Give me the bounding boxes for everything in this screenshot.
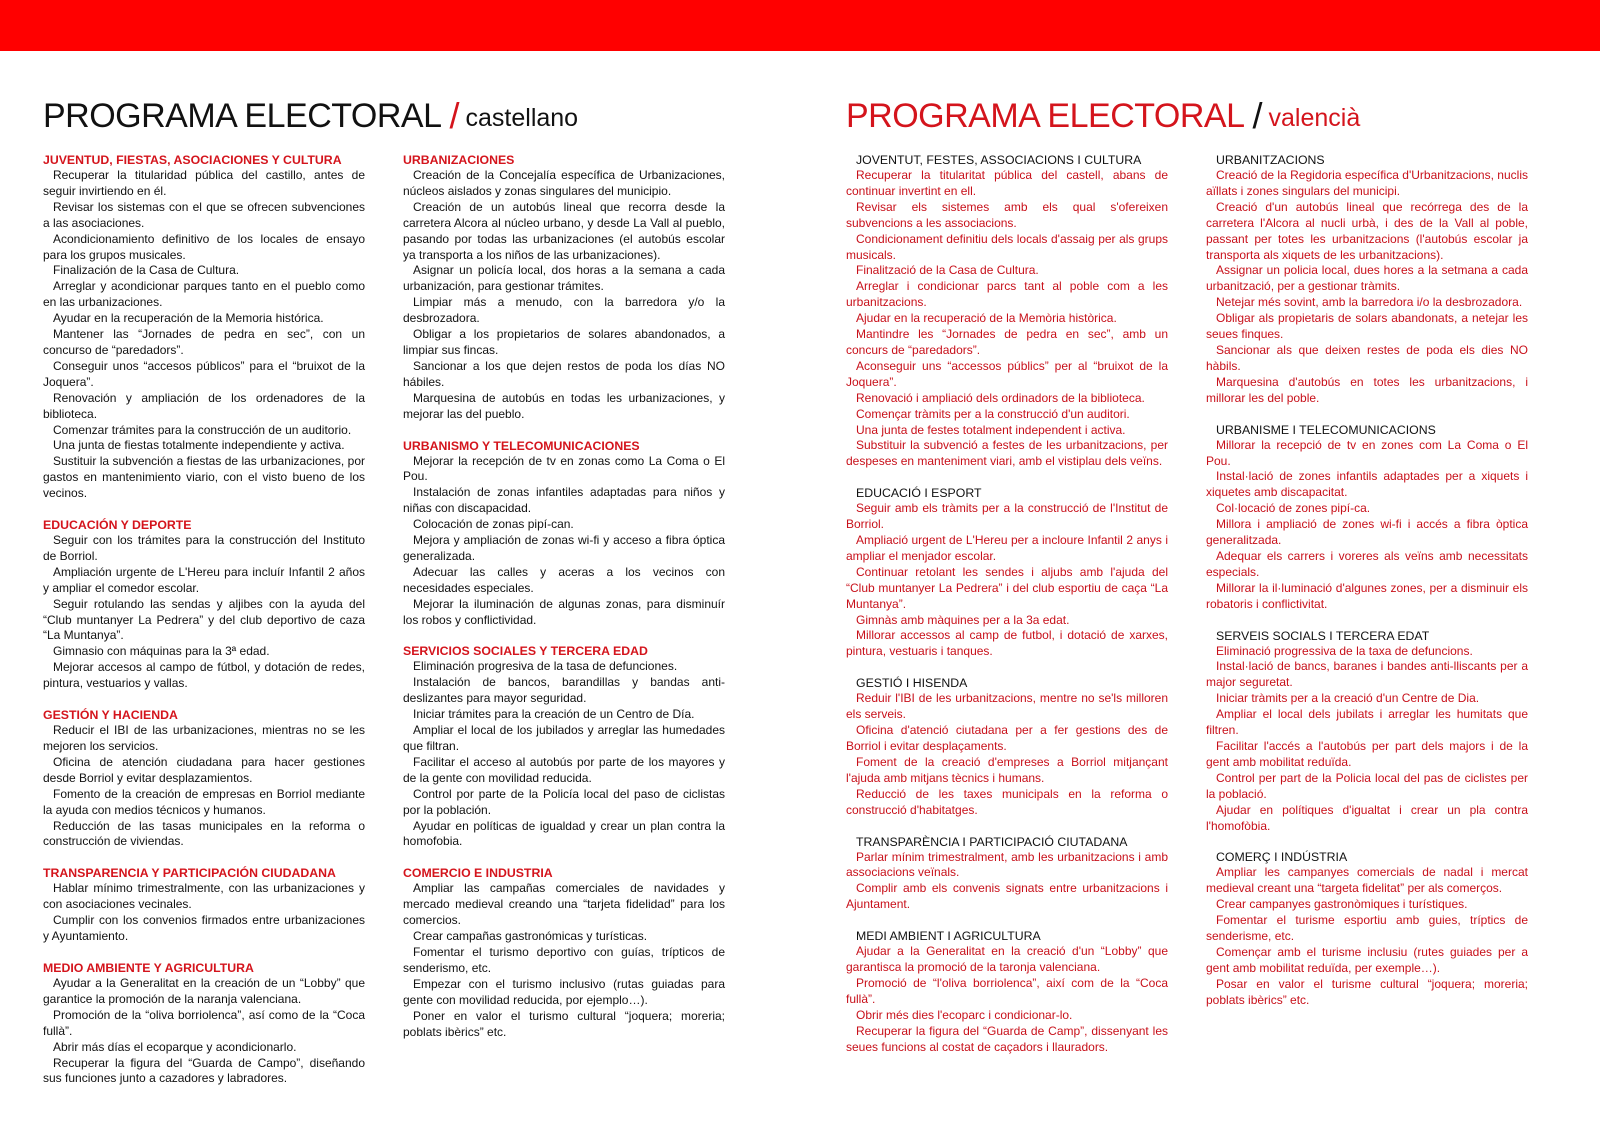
- program-item: Una junta de festes totalment independent i activa.: [856, 422, 1126, 437]
- program-item: Oficina d'atenció ciutadana per a fer gestions des de Borriol i evitar desplaçaments.: [846, 723, 1168, 753]
- program-item: Seguir con los trámites para la construcción del Instituto de Borriol.: [43, 533, 365, 563]
- program-item: Comenzar trámites para la construcción de un auditorio.: [53, 422, 352, 437]
- section-title: GESTIÓ I HISENDA: [856, 676, 968, 691]
- program-item: Ajudar en polítiques d'igualtat i crear un pla contra l'homofòbia.: [1206, 802, 1528, 833]
- program-item: Millorar la recepció de tv en zones com La Coma o El Pou.: [1206, 437, 1528, 468]
- program-item: Obligar a los propietarios de solares abandonados, a limpiar sus fincas.: [403, 327, 725, 357]
- section-title: SERVICIOS SOCIALES Y TERCERA EDAD: [403, 644, 648, 659]
- section-title: TRANSPARENCIA Y PARTICIPACIÓN CIUDADANA: [43, 866, 336, 881]
- program-section: [846, 152, 1168, 470]
- program-section: [846, 675, 1168, 818]
- program-item: Complir amb els convenis signats entre urbanitzacions i Ajuntament.: [846, 881, 1168, 912]
- program-item: Aconseguir uns “accessos públics” per al “bruixot de la Joquera”.: [846, 358, 1168, 389]
- section-title: JUVENTUD, FIESTAS, ASOCIACIONES Y CULTURA: [43, 153, 342, 167]
- program-item: Gimnasio con máquinas para la 3ª edad.: [53, 644, 270, 659]
- program-section: [43, 960, 365, 1087]
- program-item: Mantindre les “Jornades de pedra en sec”, amb un concurs de “paredadors”.: [846, 327, 1168, 357]
- program-item: Fomento de la creación de empresas en Borriol mediante la ayuda con medios técnicos y humanos.: [43, 786, 365, 817]
- section-title: COMERÇ I INDÚSTRIA: [1216, 850, 1348, 865]
- program-item: Facilitar el acceso al autobús por parte de los mayores y de la gente con movilidad reducida.: [403, 754, 725, 785]
- program-item: Fomentar el turisme esportiu amb guies, tríptics de senderisme, etc.: [1206, 913, 1528, 944]
- section-title: JOVENTUT, FESTES, ASSOCIACIONS I CULTURA: [856, 153, 1142, 167]
- section-title: URBANIZACIONES: [403, 153, 515, 167]
- title-slash: /: [1252, 95, 1263, 136]
- program-item: Parlar mínim trimestralment, amb les urbanitzacions i amb associacions veïnals.: [846, 849, 1168, 880]
- program-item: Reduir l'IBI de les urbanitzacions, mentre no se'ls milloren els serveis.: [846, 691, 1168, 722]
- program-section: [1206, 152, 1528, 407]
- column-2: [403, 152, 725, 1102]
- title-slash: /: [449, 95, 460, 136]
- title-main: PROGRAMA ELECTORAL: [43, 97, 442, 135]
- program-item: Reducció de les taxes municipals en la reforma o construcció d'habitatges.: [846, 786, 1168, 817]
- section-title: MEDIO AMBIENTE Y AGRICULTURA: [43, 960, 254, 975]
- program-item: Instalación de bancos, barandillas y bandas anti-deslizantes para mayor seguridad.: [403, 675, 725, 706]
- program-item: Revisar els sistemes amb els qual s'ofereixen subvencions a les associacions.: [846, 199, 1168, 230]
- program-item: Sancionar als que deixen restes de poda els dies NO hàbils.: [1206, 342, 1528, 373]
- program-item: Oficina de atención ciudadana para hacer gestiones desde Borriol y evitar desplazamientos.: [43, 754, 365, 785]
- program-item: Instal·lació de zones infantils adaptades per a xiquets i xiquetes amb discapacitat.: [1206, 469, 1528, 500]
- program-section: [43, 707, 365, 850]
- program-item: Facilitar l'accés a l'autobús per part dels majors i de la gent amb mobilitat reduïda.: [1206, 739, 1528, 769]
- column-1: [846, 152, 1168, 1071]
- section-title: EDUCACIÓN Y DEPORTE: [43, 518, 192, 533]
- program-item: Assignar un policia local, dues hores a la setmana a cada urbanització, per a gestionar tràmits.: [1206, 263, 1528, 294]
- program-item: Crear campanyes gastronòmiques i turístiques.: [1216, 897, 1468, 912]
- program-item: Creación de un autobús lineal que recorra desde la carretera Alcora al núcleo urbano, y desde La Vall al pueblo, pasando por todas las urbanizaciones (el autobús escolar ya transporta a los niños de las urbanizaciones).: [403, 199, 725, 262]
- program-item: Reducir el IBI de las urbanizaciones, mientras no se les mejoren los servicios.: [43, 723, 365, 753]
- program-section: [403, 865, 725, 1040]
- program-item: Promoción de la “oliva borriolenca”, así como de la “Coca fullà”.: [43, 1007, 365, 1038]
- program-item: Mejorar la iluminación de algunas zonas, para disminuír los robos y conflictividad.: [403, 596, 725, 627]
- program-item: Netejar més sovint, amb la barredora i/o la desbrozadora.: [1216, 295, 1523, 310]
- program-item: Ampliar las campañas comerciales de navidades y mercado medieval creando una “tarjeta fidelidad” para los comercios.: [403, 881, 725, 928]
- program-item: Poner en valor el turismo cultural “joquera; moreria; poblats ibèrics” etc.: [403, 1008, 725, 1039]
- program-item: Mejorar la recepción de tv en zonas como La Coma o El Pou.: [403, 453, 725, 484]
- section-title: URBANISME I TELECOMUNICACIONS: [1216, 422, 1436, 437]
- program-item: Hablar mínimo trimestralmente, con las urbanizaciones y con asociaciones vecinales.: [43, 881, 365, 912]
- program-item: Eliminació progressiva de la taxa de defuncions.: [1216, 643, 1473, 658]
- program-item: Obrir més dies l'ecoparc i condicionar-lo.: [856, 1007, 1073, 1022]
- section-title: EDUCACIÓ I ESPORT: [856, 486, 982, 501]
- valencia-page: [846, 90, 1546, 1054]
- program-item: Seguir rotulando las sendas y aljibes con la ayuda del “Club muntanyer La Pedrera” y del club deportivo de caza “La Muntanya”.: [43, 596, 365, 643]
- program-section: [43, 517, 365, 692]
- program-section: [43, 152, 365, 502]
- program-item: Creació de la Regidoria específica d'Urbanitzacions, nuclis aïllats i zones singulars del municipi.: [1206, 168, 1528, 198]
- program-item: Millorar accessos al camp de futbol, i dotació de xarxes, pintura, vestuaris i tanques.: [846, 628, 1168, 659]
- program-item: Ampliar el local dels jubilats i arreglar les humitats que filtren.: [1206, 707, 1528, 738]
- program-item: Revisar los sistemas con el que se ofrecen subvenciones a las asociaciones.: [43, 199, 365, 230]
- program-item: Una junta de fiestas totalmente independiente y activa.: [53, 438, 345, 453]
- program-item: Posar en valor el turisme cultural “joquera; moreria; poblats ibèrics” etc.: [1206, 976, 1528, 1007]
- program-item: Eliminación progresiva de la tasa de defunciones.: [413, 659, 678, 674]
- section-title: URBANITZACIONS: [1216, 153, 1325, 167]
- program-item: Limpiar más a menudo, con la barredora y/o la desbrozadora.: [403, 295, 725, 326]
- program-item: Ampliar les campanyes comercials de nadal i mercat medieval creant una “targeta fidelitat” per als comerços.: [1206, 865, 1528, 896]
- page-title: [43, 90, 743, 136]
- program-item: Gimnàs amb màquines per a la 3a edat.: [856, 612, 1070, 627]
- program-item: Ampliación urgente de L'Hereu para incluír Infantil 2 años y ampliar el comedor escolar.: [43, 564, 365, 595]
- program-item: Finalización de la Casa de Cultura.: [53, 263, 240, 278]
- program-item: Foment de la creació d'empreses a Borriol mitjançant l'ajuda amb mitjans tècnics i humans.: [846, 754, 1168, 785]
- program-section: [846, 485, 1168, 660]
- section-title: COMERCIO E INDUSTRIA: [403, 866, 553, 881]
- program-item: Fomentar el turismo deportivo con guías, trípticos de senderismo, etc.: [403, 944, 725, 975]
- columns: [43, 152, 763, 1102]
- program-section: [403, 438, 725, 629]
- program-item: Renovació i ampliació dels ordinadors de la biblioteca.: [856, 390, 1145, 405]
- section-title: TRANSPARÈNCIA I PARTICIPACIÓ CIUTADANA: [856, 834, 1128, 849]
- program-item: Ayudar en la recuperación de la Memoria histórica.: [53, 311, 324, 326]
- program-item: Arreglar y acondicionar parques tanto en el pueblo como en las urbanizaciones.: [43, 279, 365, 310]
- program-section: [1206, 849, 1528, 1008]
- program-item: Col·locació de zones pipí-ca.: [1216, 501, 1371, 516]
- top-red-band: [0, 0, 1600, 51]
- program-item: Abrir más días el ecoparque y acondicionarlo.: [53, 1039, 297, 1054]
- program-item: Sustituir la subvención a fiestas de las urbanizaciones, por gastos en mantenimiento viario, con el visto bueno de los vecinos.: [43, 454, 365, 501]
- program-item: Crear campañas gastronómicas y turísticas.: [413, 929, 648, 944]
- program-item: Mejorar accesos al campo de fútbol, y dotación de redes, pintura, vestuarios y vallas.: [43, 660, 365, 691]
- program-item: Promoció de “l'oliva borriolenca”, així com de la “Coca fullà”.: [846, 975, 1168, 1006]
- program-item: Empezar con el turismo inclusivo (rutas guiadas para gente con movilidad reducida, por ejemplo…).: [403, 976, 725, 1007]
- program-item: Creació d'un autobús lineal que recórrega des de la carretera l'Alcora al nucli urbà, i des de la Vall al poble, passant per totes les urbanitzacions (l'autobús escolar ja transporta als xiquets de les urbanitzacions).: [1206, 199, 1528, 262]
- program-item: Colocación de zonas pipí-can.: [413, 517, 574, 532]
- column-1: [43, 152, 365, 1102]
- program-section: [1206, 628, 1528, 835]
- program-section: [1206, 422, 1528, 613]
- program-section: [403, 643, 725, 850]
- page-title: [846, 90, 1546, 136]
- program-section: [846, 834, 1168, 914]
- program-item: Ajudar en la recuperació de la Memòria històrica.: [856, 311, 1117, 326]
- program-item: Obligar als propietaris de solars abandonats, a netejar les seues finques.: [1206, 311, 1528, 342]
- program-item: Millorar la il·luminació d'algunes zones, per a disminuir els robatoris i conflictivitat.: [1206, 580, 1528, 611]
- program-item: Instalación de zonas infantiles adaptadas para niños y niñas con discapacidad.: [403, 485, 725, 516]
- program-item: Substituir la subvenció a festes de les urbanitzacions, per despeses en manteniment viari, amb el vistiplau dels veïns.: [846, 438, 1168, 469]
- program-item: Reducción de las tasas municipales en la reforma o construcción de viviendas.: [43, 818, 365, 849]
- program-item: Iniciar trámites para la creación de un Centro de Día.: [413, 707, 695, 722]
- program-item: Arreglar i condicionar parcs tant al poble com a les urbanitzacions.: [846, 279, 1168, 310]
- section-title: MEDI AMBIENT I AGRICULTURA: [856, 929, 1041, 944]
- program-item: Mantener las “Jornades de pedra en sec”, con un concurso de “paredadors”.: [43, 327, 365, 357]
- program-item: Acondicionamiento definitivo de los locales de ensayo para los grupos musicales.: [43, 231, 365, 262]
- program-item: Marquesina d'autobús en totes les urbanitzacions, i millorar les del poble.: [1206, 374, 1528, 405]
- program-section: [846, 928, 1168, 1055]
- program-item: Cumplir con los convenios firmados entre urbanizaciones y Ayuntamiento.: [43, 913, 365, 944]
- column-2: [1206, 152, 1528, 1071]
- program-item: Continuar retolant les sendes i aljubs amb l'ajuda del “Club muntanyer La Pedrera” i del club esportiu de caça “La Muntanya”.: [846, 564, 1168, 611]
- castellano-page: [43, 90, 743, 1086]
- program-item: Recuperar la titularidad pública del castillo, antes de seguir invirtiendo en él.: [43, 168, 365, 198]
- program-item: Finalització de la Casa de Cultura.: [856, 263, 1039, 278]
- program-item: Control per part de la Policia local del pas de ciclistes per la població.: [1206, 770, 1528, 801]
- program-item: Instal·lació de bancs, baranes i bandes anti-lliscants per a major seguretat.: [1206, 659, 1528, 690]
- program-item: Mejora y ampliación de zonas wi-fi y acceso a fibra óptica generalizada.: [403, 533, 725, 563]
- program-item: Començar amb el turisme inclusiu (rutes guiades per a gent amb mobilitat reduïda, per exemple…).: [1206, 944, 1528, 975]
- program-item: Adecuar las calles y aceras a los vecinos con necesidades especiales.: [403, 564, 725, 595]
- program-item: Començar tràmits per a la construcció d'un auditori.: [856, 406, 1130, 421]
- program-item: Ampliar el local de los jubilados y arreglar las humedades que filtran.: [403, 723, 725, 753]
- program-item: Marquesina de autobús en todas les urbanizaciones, y mejorar las del pueblo.: [403, 390, 725, 421]
- program-item: Millora i ampliació de zones wi-fi i accés a fibra òptica generalitzada.: [1206, 517, 1528, 548]
- title-language: valencià: [1268, 104, 1361, 132]
- section-title: URBANISMO Y TELECOMUNICACIONES: [403, 438, 640, 453]
- program-item: Conseguir unos “accesos públicos” para el “bruixot de la Joquera”.: [43, 358, 365, 389]
- program-item: Sancionar a los que dejen restos de poda los días NO hábiles.: [403, 358, 725, 389]
- section-title: SERVEIS SOCIALS I TERCERA EDAT: [1216, 628, 1430, 643]
- columns: [846, 152, 1566, 1071]
- program-item: Creación de la Concejalía específica de Urbanizaciones, núcleos aislados y zonas singulares del municipio.: [403, 168, 725, 198]
- title-language: castellano: [465, 104, 579, 132]
- program-item: Ayudar a la Generalitat en la creación de un “Lobby” que garantice la promoción de la naranja valenciana.: [43, 975, 365, 1006]
- program-item: Control por parte de la Policía local del paso de ciclistas por la población.: [403, 786, 725, 817]
- title-main: PROGRAMA ELECTORAL: [846, 97, 1245, 135]
- program-item: Ampliació urgent de L'Hereu per a incloure Infantil 2 anys i ampliar el menjador escolar.: [846, 533, 1168, 563]
- program-item: Condicionament definitiu dels locals d'assaig per als grups musicals.: [846, 231, 1168, 262]
- program-item: Adequar els carrers i voreres als veïns amb necessitats especials.: [1206, 548, 1528, 579]
- program-item: Recuperar la figura del “Guarda de Campo”, diseñando sus funciones junto a cazadores y labradores.: [43, 1055, 365, 1086]
- program-item: Recuperar la titularitat pública del castell, abans de continuar invertint en ell.: [846, 168, 1168, 198]
- program-item: Iniciar tràmits per a la creació d'un Centre de Dia.: [1216, 691, 1480, 706]
- section-title: GESTIÓN Y HACIENDA: [43, 708, 178, 723]
- program-item: Seguir amb els tràmits per a la construcció de l'Institut de Borriol.: [846, 501, 1168, 532]
- program-item: Renovación y ampliación de los ordenadores de la biblioteca.: [43, 390, 365, 421]
- program-section: [403, 152, 725, 423]
- program-item: Asignar un policía local, dos horas a la semana a cada urbanización, para gestionar trámites.: [403, 263, 725, 294]
- program-section: [43, 865, 365, 945]
- program-item: Ayudar en políticas de igualdad y crear un plan contra la homofobia.: [403, 818, 725, 849]
- program-item: Recuperar la figura del “Guarda de Camp”, dissenyant les seues funcions al costat de caçadors i llauradors.: [846, 1023, 1168, 1054]
- program-item: Ajudar a la Generalitat en la creació d'un “Lobby” que garantisca la promoció de la taronja valenciana.: [846, 944, 1168, 975]
